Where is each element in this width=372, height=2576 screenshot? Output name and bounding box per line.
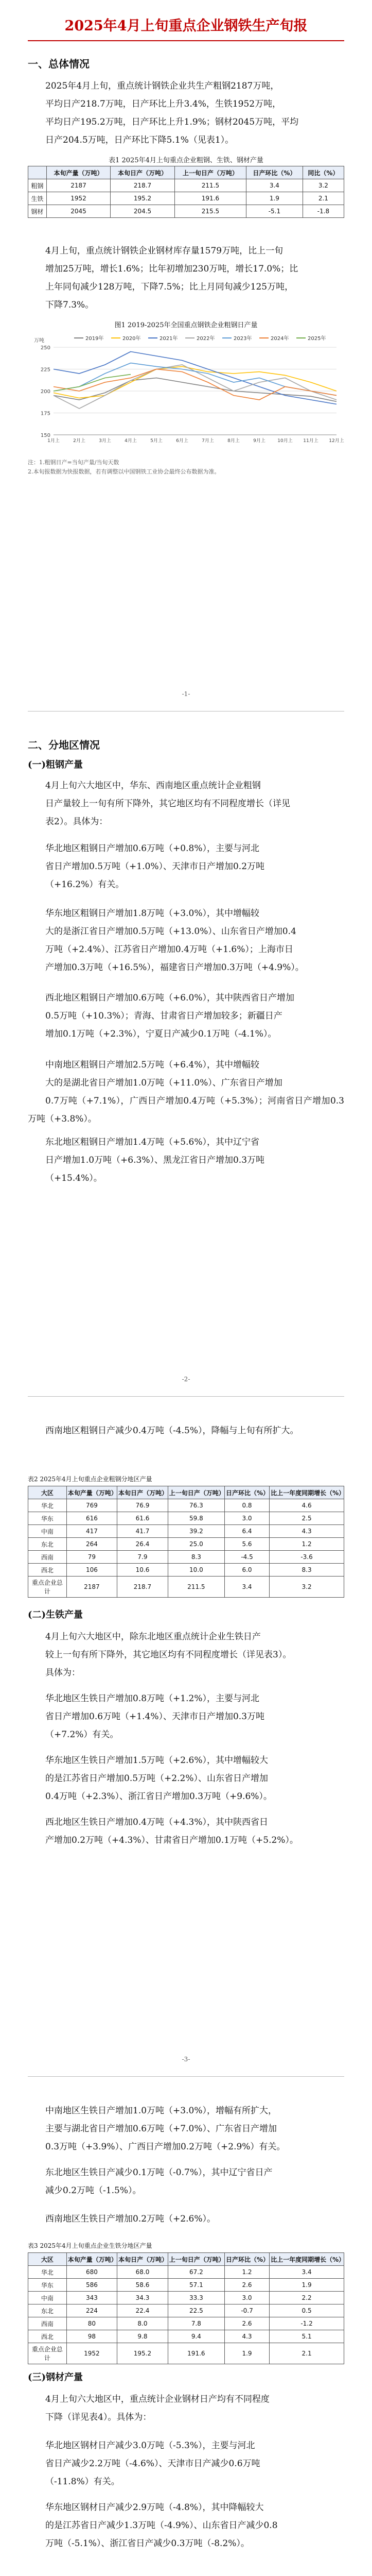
table-row [28, 2317, 344, 2330]
subsection-heading-crude-steel: (一)粗钢产量 [28, 759, 83, 770]
table-cell: 2187 [66, 1577, 117, 1598]
table-cell: 3.4 [246, 179, 303, 192]
y-tick-label: 175 [40, 411, 50, 417]
table-cell: 2045 [46, 205, 111, 218]
table-cell: 3.4 [270, 2266, 344, 2279]
table-cell: 3.4 [224, 1577, 269, 1598]
table-cell: 9.4 [168, 2330, 224, 2343]
legend-label: 2022年 [197, 336, 215, 342]
table-cell: 4.3 [270, 1525, 344, 1538]
table-cell: 东北 [28, 2304, 67, 2317]
table-cell: 3.2 [303, 179, 344, 192]
table-cell: 769 [66, 1499, 117, 1512]
column-header: 本旬日产（万吨） [111, 166, 175, 179]
table-cell: 218.7 [111, 179, 175, 192]
x-tick-label: 9月上 [253, 438, 265, 444]
table-cell: 西南 [28, 2317, 67, 2330]
column-header: 本旬产量（万吨） [66, 1486, 117, 1499]
column-header: 比上一年度同期增长（%） [270, 2253, 344, 2266]
table-cell: 生铁 [28, 192, 47, 205]
table-cell: 1.9 [246, 192, 303, 205]
series-line-2019年 [54, 378, 336, 402]
paragraph-products-north: 华北地区钢材日产减少3.0万吨（-5.3%），主要与河北 省日产减少2.2万吨（-4.6%）、天津市日产减少0.6万吨 （-11.8%）有关。 [45, 2441, 260, 2487]
table-row [28, 2343, 344, 2364]
table-header-row [28, 2253, 344, 2266]
table-cell: 7.8 [168, 2317, 224, 2330]
table-row [28, 205, 344, 218]
table-row [28, 1538, 344, 1551]
table-cell: 264 [66, 1538, 117, 1551]
table-cell: 中南 [28, 2292, 67, 2304]
page-number: -3- [182, 2056, 190, 2063]
table-cell: 76.9 [117, 1499, 168, 1512]
table-cell: 1.9 [224, 2343, 269, 2364]
table-cell: 2187 [46, 179, 111, 192]
y-tick-label: 200 [40, 389, 50, 395]
column-header: 本旬产量（万吨） [46, 166, 111, 179]
x-tick-label: 3月上 [99, 438, 111, 444]
page-separator [28, 1396, 344, 1397]
paragraph-crude-central-south: 中南地区粗钢日产增加2.5万吨（+6.4%），其中增幅较 大的是湖北省日产增加1.0万吨（+11.0%）、广东省日产增加 0.7万吨（+7.1%），广西日产增加0.4万吨（+5.3%）；河南省日产增加0.3万吨（+3.8%）。 [28, 1060, 344, 1124]
x-tick-label: 2月上 [73, 438, 85, 444]
y-tick-label: 225 [40, 367, 50, 373]
table-cell: 华东 [28, 1512, 67, 1525]
table-cell: 0.8 [224, 1499, 269, 1512]
column-header: 本旬日产（万吨） [117, 2253, 168, 2266]
table-cell: 5.1 [270, 2330, 344, 2343]
table-cell: 25.0 [168, 1538, 224, 1551]
page-number: -2- [182, 1376, 190, 1383]
table-cell: 195.2 [111, 192, 175, 205]
table-cell: 22.5 [168, 2304, 224, 2317]
paragraph-crude-northeast: 东北地区粗钢日产增加1.4万吨（+5.6%），其中辽宁省 日产增加1.0万吨（+6.3%）、黑龙江省日产增加0.3万吨 （+15.4%）。 [45, 1137, 265, 1183]
column-header: 日产环比（%） [224, 1486, 269, 1499]
paragraph-crude-east: 华东地区粗钢日产增加1.8万吨（+3.0%），其中增幅较 大的是浙江省日产增加0.5万吨（+13.0%）、山东省日产增加0.4 万吨（+2.4%）、江苏省日产增加0.4万吨（+1.6%）；上海市日 产增加0.3万吨（+16.5%），福建省日产增加0.3万吨（+4.9%）。 [45, 908, 304, 973]
table-row [28, 2292, 344, 2304]
table-cell: 5.6 [224, 1538, 269, 1551]
table-cell: 211.5 [168, 1577, 224, 1598]
table-cell: 华北 [28, 2266, 67, 2279]
paragraph-iron-east: 华东地区生铁日产增加1.5万吨（+2.6%），其中增幅较大 的是江苏省日产增加0.5万吨（+2.2%）、山东省日产增加 0.4万吨（+2.3%）、浙江省日产增加0.3万吨（+9.6%）。 [45, 1755, 272, 1802]
column-header: 本旬产量（万吨） [66, 2253, 117, 2266]
table-cell: 6.4 [224, 1525, 269, 1538]
table-cell: 8.0 [117, 2317, 168, 2330]
table-row [28, 2279, 344, 2292]
table-cell: 10.6 [117, 1564, 168, 1577]
section-heading-overview: 一、总体情况 [28, 58, 90, 70]
paragraph-crude-northwest: 西北地区粗钢日产增加0.6万吨（+6.0%），其中陕西省日产增加 0.5万吨（+10.3%）；青海、甘肃省日产增加较多；新疆日产 增加0.1万吨（+2.3%），宁夏日产减少0.1万吨（-4.1%）。 [45, 993, 294, 1039]
table-cell: 重点企业总计 [28, 1577, 67, 1598]
x-tick-label: 7月上 [202, 438, 214, 444]
paragraph-iron-northwest: 西北地区生铁日产增加0.4万吨（+4.3%），其中陕西省日 产增加0.2万吨（+4.3%）、甘肃省日产增加0.1万吨（+5.2%）。 [45, 1817, 298, 1845]
table-cell: 1952 [46, 192, 111, 205]
title-rule [28, 40, 344, 41]
table-cell: -4.5 [224, 1551, 269, 1564]
table-cell: 204.5 [111, 205, 175, 218]
column-header: 日产环比（%） [246, 166, 303, 179]
table-cell: 417 [66, 1525, 117, 1538]
subsection-heading-steel-products: (三)钢材产量 [28, 2372, 83, 2383]
table-cell: 2.6 [224, 2279, 269, 2292]
legend-label: 2024年 [271, 336, 289, 342]
table-row [28, 1499, 344, 1512]
table-cell: 重点企业总计 [28, 2343, 67, 2364]
paragraph-iron-northeast: 东北地区生铁日产减少0.1万吨（-0.7%），其中辽宁省日产 减少0.2万吨（-1.5%）。 [45, 2167, 273, 2196]
x-tick-label: 4月上 [125, 438, 137, 444]
table-cell: 9.8 [117, 2330, 168, 2343]
table-cell: 68.0 [117, 2266, 168, 2279]
legend-label: 2019年 [85, 336, 104, 342]
table-cell: 1.2 [270, 1538, 344, 1551]
table-row [28, 2266, 344, 2279]
table-row [28, 1525, 344, 1538]
table-cell: 4.6 [270, 1499, 344, 1512]
table-cell: 215.5 [174, 205, 246, 218]
table-cell: -3.6 [270, 1551, 344, 1564]
paragraph-iron-intro: 4月上旬六大地区中，除东北地区重点统计企业生铁日产 较上一旬有所下降外，其它地区均有不同程度增长（详见表3）。 具体为： [45, 1632, 292, 1678]
x-tick-label: 10月上 [277, 438, 293, 444]
table-cell: 59.8 [168, 1512, 224, 1525]
table-cell: 中南 [28, 1525, 67, 1538]
table-row [28, 2330, 344, 2343]
paragraph-inventory: 4月上旬，重点统计钢铁企业钢材库存量1579万吨，比上一旬 增加25万吨，增长1.6%；比年初增加230万吨，增长17.0%；比 上年同旬减少128万吨，下降7.5%；比上月同旬减少125万吨， 下降7.3%。 [45, 246, 298, 310]
column-header: 本旬日产（万吨） [117, 1486, 168, 1499]
paragraph-iron-southwest: 西南地区生铁日产增加0.2万吨（+2.6%）。 [45, 2214, 216, 2224]
column-header: 上一旬日产（万吨） [168, 2253, 224, 2266]
table-cell: 98 [66, 2330, 117, 2343]
table-cell: 8.3 [168, 1551, 224, 1564]
table-row [28, 179, 344, 192]
column-header: 日产环比（%） [224, 2253, 269, 2266]
paragraph-crude-southwest: 西南地区粗钢日产减少0.4万吨（-4.5%），降幅与上旬有所扩大。 [45, 1426, 299, 1436]
table3-caption: 表3 2025年4月上旬重点企业生铁分地区产量 [28, 2242, 152, 2249]
table-row [28, 1551, 344, 1564]
table-cell: 2.2 [270, 2292, 344, 2304]
table-cell: 华东 [28, 2279, 67, 2292]
footnote-2: 2.本旬报数据为快报数据，若有调整以中国钢铁工业协会最终公布数据为准。 [28, 468, 220, 475]
table-cell: 586 [66, 2279, 117, 2292]
table-cell: -0.7 [224, 2304, 269, 2317]
table-cell: 211.5 [174, 179, 246, 192]
table-cell: 218.7 [117, 1577, 168, 1598]
paragraph-products-intro: 4月上旬六大地区中，重点统计企业钢材日产均有不同程度 下降（详见表4）。具体为： [45, 2394, 270, 2422]
table-cell: 41.7 [117, 1525, 168, 1538]
x-tick-label: 6月上 [176, 438, 188, 444]
table1-caption: 表1 2025年4月上旬重点企业粗钢、生铁、钢材产量 [109, 157, 263, 164]
x-tick-label: 8月上 [227, 438, 240, 444]
table-cell: 76.3 [168, 1499, 224, 1512]
table-cell: 343 [66, 2292, 117, 2304]
table-cell: 3.0 [224, 1512, 269, 1525]
table-cell: 7.9 [117, 1551, 168, 1564]
table-cell: 34.3 [117, 2292, 168, 2304]
column-header: 同比（%） [303, 166, 344, 179]
y-axis-label: 万吨 [34, 338, 44, 344]
table-cell: 39.2 [168, 1525, 224, 1538]
column-header: 上一旬日产（万吨） [168, 1486, 224, 1499]
table-row [28, 192, 344, 205]
table-cell: 3.2 [270, 1577, 344, 1598]
column-header: 大区 [28, 1486, 67, 1499]
table-cell: 西南 [28, 1551, 67, 1564]
table-row [28, 1564, 344, 1577]
table-cell: 191.6 [174, 192, 246, 205]
chart-title: 图1 2019-2025年全国重点钢铁企业粗钢日产量 [114, 321, 258, 329]
paragraph-iron-north: 华北地区生铁日产增加0.8万吨（+1.2%），主要与河北 省日产增加0.6万吨（+1.4%）、天津市日产增加0.3万吨 （+7.2%）有关。 [45, 1693, 265, 1740]
table-cell: 680 [66, 2266, 117, 2279]
table-row [28, 1577, 344, 1598]
table-cell: 61.6 [117, 1512, 168, 1525]
page-number: -1- [182, 690, 190, 698]
table-cell: 6.0 [224, 1564, 269, 1577]
table-cell: -1.8 [303, 205, 344, 218]
table-cell: 79 [66, 1551, 117, 1564]
table-cell: 26.4 [117, 1538, 168, 1551]
legend-label: 2021年 [160, 336, 178, 342]
table-cell: 钢材 [28, 205, 47, 218]
table-cell: 1.9 [270, 2279, 344, 2292]
y-tick-label: 250 [40, 345, 50, 351]
table-header-row [28, 1486, 344, 1499]
column-header: 比上一年度同期增长（%） [270, 1486, 344, 1499]
y-tick-label: 150 [40, 433, 50, 438]
table-row [28, 1512, 344, 1525]
table-pig-iron-by-region [28, 2252, 344, 2364]
subsection-heading-pig-iron: (二)生铁产量 [28, 1609, 83, 1620]
table-cell: 10.0 [168, 1564, 224, 1577]
table-cell: -1.2 [270, 2317, 344, 2330]
table-cell: 2.6 [224, 2317, 269, 2330]
column-header: 上一旬日产（万吨） [174, 166, 246, 179]
table2-caption: 表2 2025年4月上旬重点企业粗钢分地区产量 [28, 1476, 152, 1483]
table-cell: 西北 [28, 2330, 67, 2343]
table-row [28, 2304, 344, 2317]
page-separator [28, 2076, 344, 2077]
table-cell: 67.2 [168, 2266, 224, 2279]
table-cell: 2.5 [270, 1512, 344, 1525]
paragraph-products-east: 华东地区钢材日产减少2.9万吨（-4.8%），其中降幅较大 的是江苏省日产减少1.3万吨（-4.9%）、山东省日产减少0.8 万吨（-5.1%）、浙江省日产减少0.3万吨（-8.2%）。 [45, 2502, 278, 2549]
table-cell: 0.5 [270, 2304, 344, 2317]
table-cell: 粗钢 [28, 179, 47, 192]
column-header [28, 166, 47, 179]
table-cell: 3.0 [224, 2292, 269, 2304]
table-cell: 4.3 [224, 2330, 269, 2343]
table-cell: 33.3 [168, 2292, 224, 2304]
legend-label: 2020年 [122, 336, 141, 342]
table-cell: 80 [66, 2317, 117, 2330]
table-cell: 华北 [28, 1499, 67, 1512]
table-cell: 东北 [28, 1538, 67, 1551]
table-cell: 106 [66, 1564, 117, 1577]
x-tick-label: 11月上 [303, 438, 318, 444]
table-cell: 224 [66, 2304, 117, 2317]
document-title: 2025年4月上旬重点企业钢铁生产旬报 [64, 18, 308, 34]
paragraph-overview-production: 2025年4月上旬，重点统计钢铁企业共生产粗钢2187万吨， 平均日产218.7万吨，日产环比上升3.4%，生铁1952万吨， 平均日产195.2万吨，日产环比上升1.9%；钢材2045万吨，平均 日产204.5万吨，日产环比下降5.1%（见表1）。 [45, 81, 299, 145]
table-cell: 191.6 [168, 2343, 224, 2364]
table-header-row [28, 166, 344, 179]
x-tick-label: 5月上 [150, 438, 163, 444]
table-cell: 2.1 [303, 192, 344, 205]
table-cell: 195.2 [117, 2343, 168, 2364]
legend-label: 2023年 [234, 336, 252, 342]
table-cell: 22.4 [117, 2304, 168, 2317]
column-header: 大区 [28, 2253, 67, 2266]
table-cell: 西北 [28, 1564, 67, 1577]
table-cell: 1.2 [224, 2266, 269, 2279]
table-cell: 1952 [66, 2343, 117, 2364]
table-cell: -5.1 [246, 205, 303, 218]
paragraph-crude-north: 华北地区粗钢日产增加0.6万吨（+0.8%），主要与河北 省日产增加0.5万吨（+1.0%）、天津市日产增加0.2万吨 （+16.2%）有关。 [45, 843, 265, 890]
legend-label: 2025年 [308, 336, 326, 342]
table-cell: 2.1 [270, 2343, 344, 2364]
table-overall-production [28, 166, 344, 218]
footnote-1: 注：1.粗钢日产=当旬产量/当旬天数 [28, 459, 119, 466]
x-tick-label: 1月上 [47, 438, 60, 444]
paragraph-crude-intro: 4月上旬六大地区中，华东、西南地区重点统计企业粗钢 日产量较上一旬有所下降外，其它地区均有不同程度增长（详见 表2）。具体为： [45, 781, 290, 827]
table-crude-steel-by-region [28, 1486, 344, 1598]
table-cell: 58.6 [117, 2279, 168, 2292]
x-tick-label: 12月上 [329, 438, 344, 444]
table-cell: 57.1 [168, 2279, 224, 2292]
daily-output-line-chart [28, 332, 344, 450]
table-cell: 616 [66, 1512, 117, 1525]
table-cell: 8.3 [270, 1564, 344, 1577]
paragraph-iron-central-south: 中南地区生铁日产增加1.0万吨（+3.0%），增幅有所扩大， 主要与湖北省日产增加0.6万吨（+7.0%）、广东省日产增加 0.3万吨（+3.9%）、广西日产增加0.2万吨（+2.9%）有关。 [45, 2106, 286, 2152]
section-heading-regional: 二、分地区情况 [28, 739, 100, 751]
